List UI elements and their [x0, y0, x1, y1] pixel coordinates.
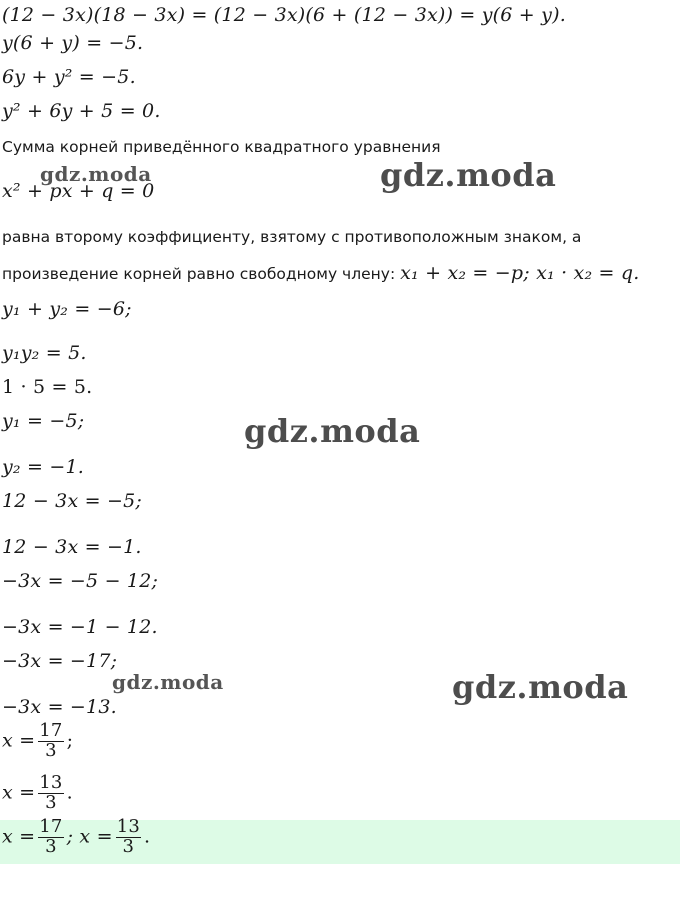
equation-line-4: y² + 6y + 5 = 0.	[2, 100, 161, 122]
fraction-numerator: 13	[116, 816, 141, 837]
fraction-denominator: 3	[38, 793, 63, 813]
equation-step-3: −3x = −17;	[2, 650, 118, 672]
answer-fraction-2	[116, 818, 141, 857]
watermark-5: gdz.moda	[452, 668, 629, 706]
equation-y1: y₁ = −5;	[2, 410, 85, 432]
equation-line-2: y(6 + y) = −5.	[2, 32, 144, 54]
equation-step-1: −3x = −5 − 12;	[2, 570, 159, 592]
equation-line-3: 6y + y² = −5.	[2, 66, 136, 88]
equation-y2: y₂ = −1.	[2, 456, 84, 478]
fraction-x1	[38, 722, 63, 761]
theorem-text-1: Сумма корней приведённого квадратного уравнения	[2, 138, 441, 156]
fraction-numerator: 17	[39, 816, 63, 837]
final-answer	[2, 818, 150, 857]
equation-sum-roots: y₁ + y₂ = −6;	[2, 298, 132, 320]
equation-product-roots: y₁y₂ = 5.	[2, 342, 87, 364]
answer-end: .	[144, 825, 151, 848]
fraction-denominator: 3	[38, 837, 63, 857]
watermark-3: gdz.moda	[244, 412, 421, 450]
watermark-4: gdz.moda	[112, 670, 224, 694]
equation-check: 1 · 5 = 5.	[2, 376, 93, 398]
solution-x1-end: ;	[66, 729, 74, 752]
solution-x2-end: .	[66, 781, 73, 804]
equation-step-4: −3x = −13.	[2, 696, 117, 718]
vieta-formula: x₁ + x₂ = −p; x₁ · x₂ = q.	[400, 262, 640, 284]
equation-line-1: (12 − 3x)(18 − 3x) = (12 − 3x)(6 + (12 − 3x)) = y(6 + y).	[2, 4, 566, 26]
fraction-numerator: 13	[39, 772, 63, 793]
answer-fraction-1	[38, 818, 63, 857]
answer-lhs-1: x =	[2, 825, 36, 848]
fraction-denominator: 3	[116, 837, 141, 857]
fraction-denominator: 3	[38, 741, 63, 761]
solution-x2	[2, 774, 73, 813]
equation-sub-1: 12 − 3x = −5;	[2, 490, 142, 512]
solution-x1	[2, 722, 73, 761]
answer-separator: ; x =	[66, 825, 113, 848]
equation-step-2: −3x = −1 − 12.	[2, 616, 158, 638]
watermark-1: gdz.moda	[40, 162, 152, 186]
reduced-quadratic-equation: x² + px + q = 0	[2, 180, 155, 202]
watermark-2: gdz.moda	[380, 156, 557, 194]
fraction-numerator: 17	[39, 720, 63, 741]
solution-x1-lhs: x =	[2, 729, 36, 752]
solution-x2-lhs: x =	[2, 781, 36, 804]
vieta-text: произведение корней равно свободному члену:	[2, 265, 401, 283]
theorem-text-2: равна второму коэффициенту, взятому с противоположным знаком, а	[2, 228, 582, 246]
vieta-line	[2, 262, 639, 284]
equation-sub-2: 12 − 3x = −1.	[2, 536, 142, 558]
fraction-x2	[38, 774, 63, 813]
